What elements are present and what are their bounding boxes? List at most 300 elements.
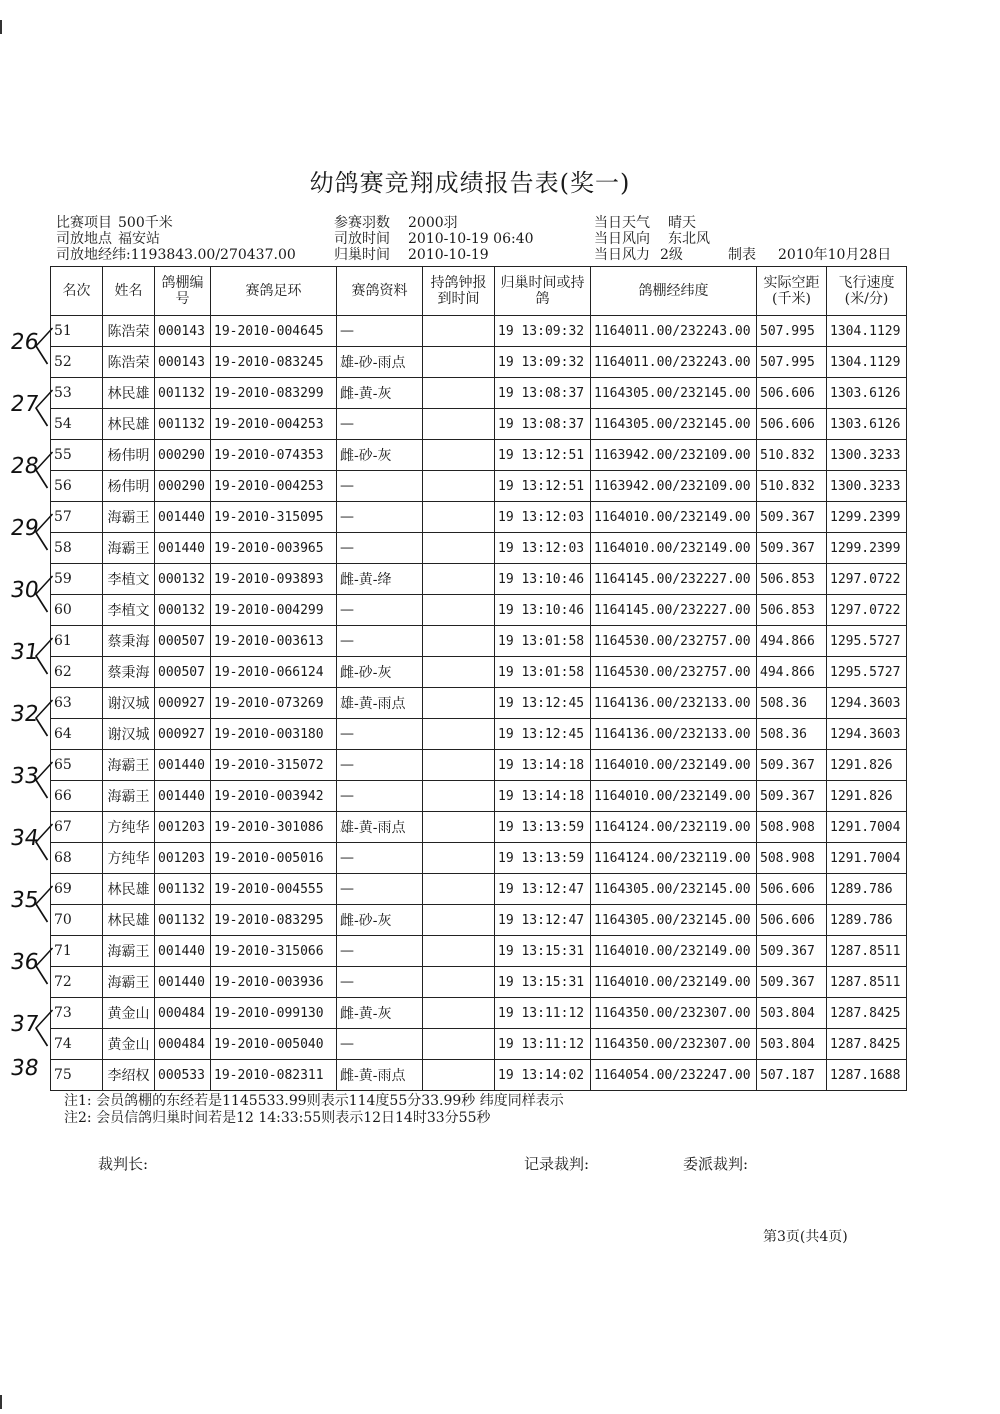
cell-speed: 1299.2399 xyxy=(827,502,907,533)
cell-loft-coords: 1164350.00/232307.00 xyxy=(591,1029,757,1060)
cell-pigeon-info: — xyxy=(337,874,423,905)
cell-pigeon-info: — xyxy=(337,843,423,874)
cell-name: 海霸王 xyxy=(103,781,155,812)
cell-rank: 59 xyxy=(51,564,103,595)
cell-loft-id: 000927 xyxy=(155,688,211,719)
cell-name: 林民雄 xyxy=(103,874,155,905)
cell-name: 黄金山 xyxy=(103,998,155,1029)
cell-clock-report xyxy=(423,316,495,347)
handwritten-rank-mark xyxy=(1,388,53,428)
cell-distance: 509.367 xyxy=(757,781,827,812)
cell-loft-id: 000484 xyxy=(155,998,211,1029)
cell-loft-id: 001440 xyxy=(155,502,211,533)
handwritten-rank-mark xyxy=(1,946,53,986)
handwritten-rank-number: 33 xyxy=(8,764,41,789)
cell-clock-report xyxy=(423,719,495,750)
cell-clock-report xyxy=(423,874,495,905)
cell-distance: 506.853 xyxy=(757,564,827,595)
cell-speed: 1304.1129 xyxy=(827,316,907,347)
cell-loft-id: 001440 xyxy=(155,533,211,564)
table-row xyxy=(51,657,907,688)
cell-arrival-time: 19 13:12:03 xyxy=(495,502,591,533)
table-row xyxy=(51,316,907,347)
cell-rank: 51 xyxy=(51,316,103,347)
cell-distance: 509.367 xyxy=(757,533,827,564)
cell-arrival-time: 19 13:12:03 xyxy=(495,533,591,564)
cell-loft-id: 000507 xyxy=(155,626,211,657)
cell-clock-report xyxy=(423,471,495,502)
cell-loft-coords: 1163942.00/232109.00 xyxy=(591,471,757,502)
header-loft-id: 鸽棚编号 xyxy=(155,267,211,316)
table-row xyxy=(51,533,907,564)
cell-rank: 71 xyxy=(51,936,103,967)
table-row xyxy=(51,719,907,750)
cell-pigeon-info: 雌-砂-灰 xyxy=(337,905,423,936)
cell-clock-report xyxy=(423,843,495,874)
handwritten-rank-number: 34 xyxy=(8,826,41,851)
cell-pigeon-info: — xyxy=(337,626,423,657)
cell-rank: 66 xyxy=(51,781,103,812)
cell-pigeon-info: — xyxy=(337,1029,423,1060)
cell-clock-report xyxy=(423,998,495,1029)
cell-clock-report xyxy=(423,502,495,533)
cell-name: 黄金山 xyxy=(103,1029,155,1060)
cell-loft-coords: 1164011.00/232243.00 xyxy=(591,347,757,378)
cell-loft-id: 000484 xyxy=(155,1029,211,1060)
cell-rank: 69 xyxy=(51,874,103,905)
cell-clock-report xyxy=(423,440,495,471)
cell-loft-coords: 1164350.00/232307.00 xyxy=(591,998,757,1029)
cell-ring: 19-2010-315066 xyxy=(211,936,337,967)
cell-rank: 54 xyxy=(51,409,103,440)
cell-distance: 508.36 xyxy=(757,688,827,719)
cell-clock-report xyxy=(423,1060,495,1091)
cell-arrival-time: 19 13:12:47 xyxy=(495,905,591,936)
cell-pigeon-info: — xyxy=(337,533,423,564)
cell-name: 海霸王 xyxy=(103,967,155,998)
cell-speed: 1291.826 xyxy=(827,750,907,781)
cell-ring: 19-2010-005016 xyxy=(211,843,337,874)
table-row xyxy=(51,781,907,812)
cell-pigeon-info: 雌-黄-灰 xyxy=(337,998,423,1029)
table-row xyxy=(51,471,907,502)
cell-rank: 58 xyxy=(51,533,103,564)
meta-release-site: 司放地点 福安站 xyxy=(56,231,160,247)
cell-loft-coords: 1164305.00/232145.00 xyxy=(591,874,757,905)
handwritten-rank-number: 37 xyxy=(8,1012,41,1037)
cell-speed: 1289.786 xyxy=(827,905,907,936)
cell-arrival-time: 19 13:08:37 xyxy=(495,409,591,440)
meta-release-time: 司放时间 2010-10-19 06:40 xyxy=(334,231,534,247)
handwritten-rank-mark xyxy=(1,574,53,614)
cell-speed: 1287.8425 xyxy=(827,998,907,1029)
cell-ring: 19-2010-003965 xyxy=(211,533,337,564)
table-row xyxy=(51,936,907,967)
table-row xyxy=(51,812,907,843)
table-row xyxy=(51,874,907,905)
cell-ring: 19-2010-003180 xyxy=(211,719,337,750)
table-row xyxy=(51,378,907,409)
cell-speed: 1303.6126 xyxy=(827,409,907,440)
cell-loft-coords: 1164010.00/232149.00 xyxy=(591,502,757,533)
cell-pigeon-info: 雌-砂-灰 xyxy=(337,440,423,471)
handwritten-rank-number: 27 xyxy=(8,392,41,417)
cell-loft-coords: 1164530.00/232757.00 xyxy=(591,657,757,688)
handwritten-rank-mark xyxy=(1,1008,53,1048)
handwritten-rank-mark xyxy=(1,1052,53,1092)
cell-name: 海霸王 xyxy=(103,750,155,781)
cell-ring: 19-2010-074353 xyxy=(211,440,337,471)
cell-pigeon-info: 雄-黄-雨点 xyxy=(337,688,423,719)
cell-loft-id: 001440 xyxy=(155,936,211,967)
cell-loft-coords: 1164145.00/232227.00 xyxy=(591,595,757,626)
cell-loft-id: 001203 xyxy=(155,812,211,843)
cell-distance: 507.995 xyxy=(757,347,827,378)
cell-clock-report xyxy=(423,626,495,657)
cell-arrival-time: 19 13:14:02 xyxy=(495,1060,591,1091)
cell-loft-id: 000290 xyxy=(155,440,211,471)
cell-speed: 1303.6126 xyxy=(827,378,907,409)
cell-loft-coords: 1164124.00/232119.00 xyxy=(591,812,757,843)
cell-rank: 64 xyxy=(51,719,103,750)
cell-pigeon-info: — xyxy=(337,471,423,502)
cell-pigeon-info: 雌-黄-灰 xyxy=(337,378,423,409)
cell-loft-id: 000143 xyxy=(155,316,211,347)
cell-rank: 67 xyxy=(51,812,103,843)
handwritten-rank-mark xyxy=(1,326,53,366)
cell-distance: 506.853 xyxy=(757,595,827,626)
cell-loft-coords: 1164010.00/232149.00 xyxy=(591,781,757,812)
cell-distance: 506.606 xyxy=(757,874,827,905)
table-row xyxy=(51,843,907,874)
cell-clock-report xyxy=(423,905,495,936)
handwritten-rank-number: 31 xyxy=(8,640,41,665)
cell-rank: 73 xyxy=(51,998,103,1029)
cell-name: 海霸王 xyxy=(103,502,155,533)
cell-loft-coords: 1164305.00/232145.00 xyxy=(591,905,757,936)
cell-arrival-time: 19 13:01:58 xyxy=(495,626,591,657)
cell-loft-coords: 1164136.00/232133.00 xyxy=(591,719,757,750)
header-rank: 名次 xyxy=(51,267,103,316)
cell-arrival-time: 19 13:11:12 xyxy=(495,1029,591,1060)
handwritten-rank-mark xyxy=(1,636,53,676)
cell-ring: 19-2010-005040 xyxy=(211,1029,337,1060)
cell-pigeon-info: — xyxy=(337,316,423,347)
cell-rank: 61 xyxy=(51,626,103,657)
cell-distance: 509.367 xyxy=(757,967,827,998)
cell-speed: 1304.1129 xyxy=(827,347,907,378)
cell-distance: 503.804 xyxy=(757,1029,827,1060)
page-title: 幼鸽赛竞翔成绩报告表(奖一) xyxy=(309,169,631,197)
cell-arrival-time: 19 13:12:47 xyxy=(495,874,591,905)
cell-clock-report xyxy=(423,936,495,967)
cell-name: 方纯华 xyxy=(103,843,155,874)
cell-ring: 19-2010-099130 xyxy=(211,998,337,1029)
cell-rank: 52 xyxy=(51,347,103,378)
cell-pigeon-info: — xyxy=(337,967,423,998)
header-speed: 飞行速度(米/分) xyxy=(827,267,907,316)
note-2: 注2: 会员信鸽归巢时间若是12 14:33:55则表示12日14时33分55秒 xyxy=(64,1110,491,1126)
cell-distance: 508.908 xyxy=(757,843,827,874)
cell-loft-coords: 1164305.00/232145.00 xyxy=(591,378,757,409)
table-row xyxy=(51,502,907,533)
cell-loft-coords: 1164054.00/232247.00 xyxy=(591,1060,757,1091)
table-row xyxy=(51,595,907,626)
cell-name: 李植文 xyxy=(103,595,155,626)
header-ring: 赛鸽足环 xyxy=(211,267,337,316)
cell-ring: 19-2010-004299 xyxy=(211,595,337,626)
cell-distance: 508.36 xyxy=(757,719,827,750)
results-table xyxy=(50,266,907,1091)
handwritten-rank-number: 26 xyxy=(8,330,41,355)
cell-name: 李植文 xyxy=(103,564,155,595)
cell-distance: 507.187 xyxy=(757,1060,827,1091)
cell-arrival-time: 19 13:12:45 xyxy=(495,688,591,719)
cell-speed: 1289.786 xyxy=(827,874,907,905)
cell-rank: 74 xyxy=(51,1029,103,1060)
cell-name: 海霸王 xyxy=(103,533,155,564)
cell-pigeon-info: 雌-砂-灰 xyxy=(337,657,423,688)
cell-loft-id: 000132 xyxy=(155,564,211,595)
table-row xyxy=(51,750,907,781)
cell-arrival-time: 19 13:12:51 xyxy=(495,440,591,471)
cell-speed: 1295.5727 xyxy=(827,657,907,688)
cell-loft-coords: 1164010.00/232149.00 xyxy=(591,936,757,967)
cell-name: 海霸王 xyxy=(103,936,155,967)
cell-arrival-time: 19 13:09:32 xyxy=(495,347,591,378)
cell-pigeon-info: 雌-黄-雨点 xyxy=(337,1060,423,1091)
cell-ring: 19-2010-004253 xyxy=(211,471,337,502)
table-row xyxy=(51,905,907,936)
cell-loft-id: 000132 xyxy=(155,595,211,626)
cell-loft-id: 001440 xyxy=(155,781,211,812)
handwritten-rank-number: 35 xyxy=(8,888,41,913)
cell-clock-report xyxy=(423,533,495,564)
cell-loft-id: 000290 xyxy=(155,471,211,502)
cell-name: 谢汉城 xyxy=(103,688,155,719)
cell-ring: 19-2010-066124 xyxy=(211,657,337,688)
cell-distance: 506.606 xyxy=(757,409,827,440)
table-row xyxy=(51,440,907,471)
cell-ring: 19-2010-315095 xyxy=(211,502,337,533)
header-loft-coords: 鸽棚经纬度 xyxy=(591,267,757,316)
cell-clock-report xyxy=(423,750,495,781)
handwritten-rank-number: 38 xyxy=(8,1056,41,1081)
cell-loft-id: 001132 xyxy=(155,874,211,905)
handwritten-rank-mark xyxy=(1,698,53,738)
cell-arrival-time: 19 13:13:59 xyxy=(495,843,591,874)
cell-name: 蔡秉海 xyxy=(103,657,155,688)
cell-clock-report xyxy=(423,688,495,719)
handwritten-rank-number: 36 xyxy=(8,950,41,975)
signature-recording-judge: 记录裁判: xyxy=(524,1155,590,1173)
cell-ring: 19-2010-004253 xyxy=(211,409,337,440)
cell-clock-report xyxy=(423,812,495,843)
cell-loft-id: 001203 xyxy=(155,843,211,874)
cell-distance: 494.866 xyxy=(757,626,827,657)
cell-speed: 1291.826 xyxy=(827,781,907,812)
cell-speed: 1300.3233 xyxy=(827,471,907,502)
cell-arrival-time: 19 13:14:18 xyxy=(495,781,591,812)
cell-loft-id: 000927 xyxy=(155,719,211,750)
cell-ring: 19-2010-083299 xyxy=(211,378,337,409)
cell-distance: 508.908 xyxy=(757,812,827,843)
cell-speed: 1291.7004 xyxy=(827,843,907,874)
table-header-row xyxy=(51,267,907,316)
cell-rank: 72 xyxy=(51,967,103,998)
cell-speed: 1294.3603 xyxy=(827,688,907,719)
table-row xyxy=(51,1029,907,1060)
cell-ring: 19-2010-301086 xyxy=(211,812,337,843)
cell-name: 李绍权 xyxy=(103,1060,155,1091)
cell-loft-coords: 1164010.00/232149.00 xyxy=(591,533,757,564)
header-name: 姓名 xyxy=(103,267,155,316)
cell-loft-coords: 1164530.00/232757.00 xyxy=(591,626,757,657)
cell-rank: 70 xyxy=(51,905,103,936)
cell-speed: 1287.8425 xyxy=(827,1029,907,1060)
cell-loft-id: 001132 xyxy=(155,378,211,409)
cell-clock-report xyxy=(423,781,495,812)
handwritten-rank-number: 30 xyxy=(8,578,41,603)
meta-made-date: 制表 2010年10月28日 xyxy=(728,247,892,263)
header-arrival-time: 归巢时间或持鸽 xyxy=(495,267,591,316)
cell-rank: 53 xyxy=(51,378,103,409)
cell-name: 林民雄 xyxy=(103,378,155,409)
cell-name: 方纯华 xyxy=(103,812,155,843)
cell-loft-id: 000533 xyxy=(155,1060,211,1091)
cell-ring: 19-2010-004555 xyxy=(211,874,337,905)
cell-arrival-time: 19 13:14:18 xyxy=(495,750,591,781)
cell-ring: 19-2010-003942 xyxy=(211,781,337,812)
cell-loft-coords: 1164011.00/232243.00 xyxy=(591,316,757,347)
cell-pigeon-info: 雄-黄-雨点 xyxy=(337,812,423,843)
handwritten-rank-mark xyxy=(1,512,53,552)
cell-pigeon-info: — xyxy=(337,719,423,750)
header-pigeon-info: 赛鸽资料 xyxy=(337,267,423,316)
handwritten-rank-mark xyxy=(1,450,53,490)
cell-name: 谢汉城 xyxy=(103,719,155,750)
cell-loft-coords: 1164305.00/232145.00 xyxy=(591,409,757,440)
cell-speed: 1287.1688 xyxy=(827,1060,907,1091)
note-1: 注1: 会员鸽棚的东经若是1145533.99则表示114度55分33.99秒 纬度同样表示 xyxy=(64,1093,564,1109)
meta-wind-direction: 当日风向 东北风 xyxy=(594,231,710,247)
cell-loft-id: 001132 xyxy=(155,409,211,440)
meta-wind-force: 当日风力 2级 xyxy=(594,247,683,263)
cell-speed: 1300.3233 xyxy=(827,440,907,471)
cell-name: 陈浩荣 xyxy=(103,316,155,347)
handwritten-rank-number: 28 xyxy=(8,454,41,479)
signature-chief-judge: 裁判长: xyxy=(98,1155,149,1173)
table-row xyxy=(51,1060,907,1091)
cell-ring: 19-2010-083295 xyxy=(211,905,337,936)
cell-loft-id: 000143 xyxy=(155,347,211,378)
cell-loft-id: 001440 xyxy=(155,750,211,781)
cell-loft-coords: 1164136.00/232133.00 xyxy=(591,688,757,719)
cell-clock-report xyxy=(423,347,495,378)
cell-rank: 75 xyxy=(51,1060,103,1091)
cell-ring: 19-2010-004645 xyxy=(211,316,337,347)
cell-arrival-time: 19 13:12:51 xyxy=(495,471,591,502)
cell-ring: 19-2010-003613 xyxy=(211,626,337,657)
cell-distance: 509.367 xyxy=(757,502,827,533)
handwritten-rank-mark xyxy=(1,760,53,800)
cell-loft-coords: 1164145.00/232227.00 xyxy=(591,564,757,595)
cell-loft-id: 001440 xyxy=(155,967,211,998)
handwritten-rank-number: 32 xyxy=(8,702,41,727)
cell-distance: 494.866 xyxy=(757,657,827,688)
cell-name: 林民雄 xyxy=(103,905,155,936)
table-row xyxy=(51,626,907,657)
cell-loft-id: 000507 xyxy=(155,657,211,688)
cell-arrival-time: 19 13:08:37 xyxy=(495,378,591,409)
cell-loft-coords: 1163942.00/232109.00 xyxy=(591,440,757,471)
cell-rank: 65 xyxy=(51,750,103,781)
cell-clock-report xyxy=(423,657,495,688)
handwritten-rank-number: 29 xyxy=(8,516,41,541)
cell-rank: 57 xyxy=(51,502,103,533)
cell-rank: 62 xyxy=(51,657,103,688)
cell-ring: 19-2010-003936 xyxy=(211,967,337,998)
cell-clock-report xyxy=(423,1029,495,1060)
cell-distance: 509.367 xyxy=(757,936,827,967)
cell-clock-report xyxy=(423,378,495,409)
cell-arrival-time: 19 13:10:46 xyxy=(495,595,591,626)
cell-rank: 68 xyxy=(51,843,103,874)
cell-rank: 56 xyxy=(51,471,103,502)
cell-arrival-time: 19 13:15:31 xyxy=(495,967,591,998)
cell-name: 杨伟明 xyxy=(103,471,155,502)
cell-arrival-time: 19 13:10:46 xyxy=(495,564,591,595)
meta-weather: 当日天气 晴天 xyxy=(594,215,696,231)
cell-ring: 19-2010-315072 xyxy=(211,750,337,781)
cell-distance: 509.367 xyxy=(757,750,827,781)
cell-loft-coords: 1164124.00/232119.00 xyxy=(591,843,757,874)
cell-distance: 507.995 xyxy=(757,316,827,347)
cell-ring: 19-2010-073269 xyxy=(211,688,337,719)
cell-arrival-time: 19 13:09:32 xyxy=(495,316,591,347)
cell-speed: 1295.5727 xyxy=(827,626,907,657)
cell-ring: 19-2010-083245 xyxy=(211,347,337,378)
handwritten-rank-mark xyxy=(1,884,53,924)
table-row xyxy=(51,967,907,998)
cell-name: 林民雄 xyxy=(103,409,155,440)
cell-pigeon-info: — xyxy=(337,595,423,626)
cell-distance: 506.606 xyxy=(757,905,827,936)
signature-appointed-judge: 委派裁判: xyxy=(683,1155,749,1173)
cell-ring: 19-2010-082311 xyxy=(211,1060,337,1091)
cell-arrival-time: 19 13:11:12 xyxy=(495,998,591,1029)
cell-arrival-time: 19 13:12:45 xyxy=(495,719,591,750)
meta-race-item: 比赛项目 500千米 xyxy=(56,215,173,231)
cell-name: 杨伟明 xyxy=(103,440,155,471)
cell-speed: 1287.8511 xyxy=(827,936,907,967)
table-row xyxy=(51,998,907,1029)
table-row xyxy=(51,347,907,378)
cell-name: 蔡秉海 xyxy=(103,626,155,657)
table-row xyxy=(51,688,907,719)
cell-pigeon-info: — xyxy=(337,502,423,533)
meta-entries: 参赛羽数 2000羽 xyxy=(334,215,458,231)
cell-name: 陈浩荣 xyxy=(103,347,155,378)
cell-clock-report xyxy=(423,564,495,595)
cell-pigeon-info: 雄-砂-雨点 xyxy=(337,347,423,378)
cell-arrival-time: 19 13:15:31 xyxy=(495,936,591,967)
cell-clock-report xyxy=(423,409,495,440)
cell-distance: 510.832 xyxy=(757,440,827,471)
cell-distance: 503.804 xyxy=(757,998,827,1029)
cell-pigeon-info: — xyxy=(337,409,423,440)
cell-pigeon-info: — xyxy=(337,750,423,781)
